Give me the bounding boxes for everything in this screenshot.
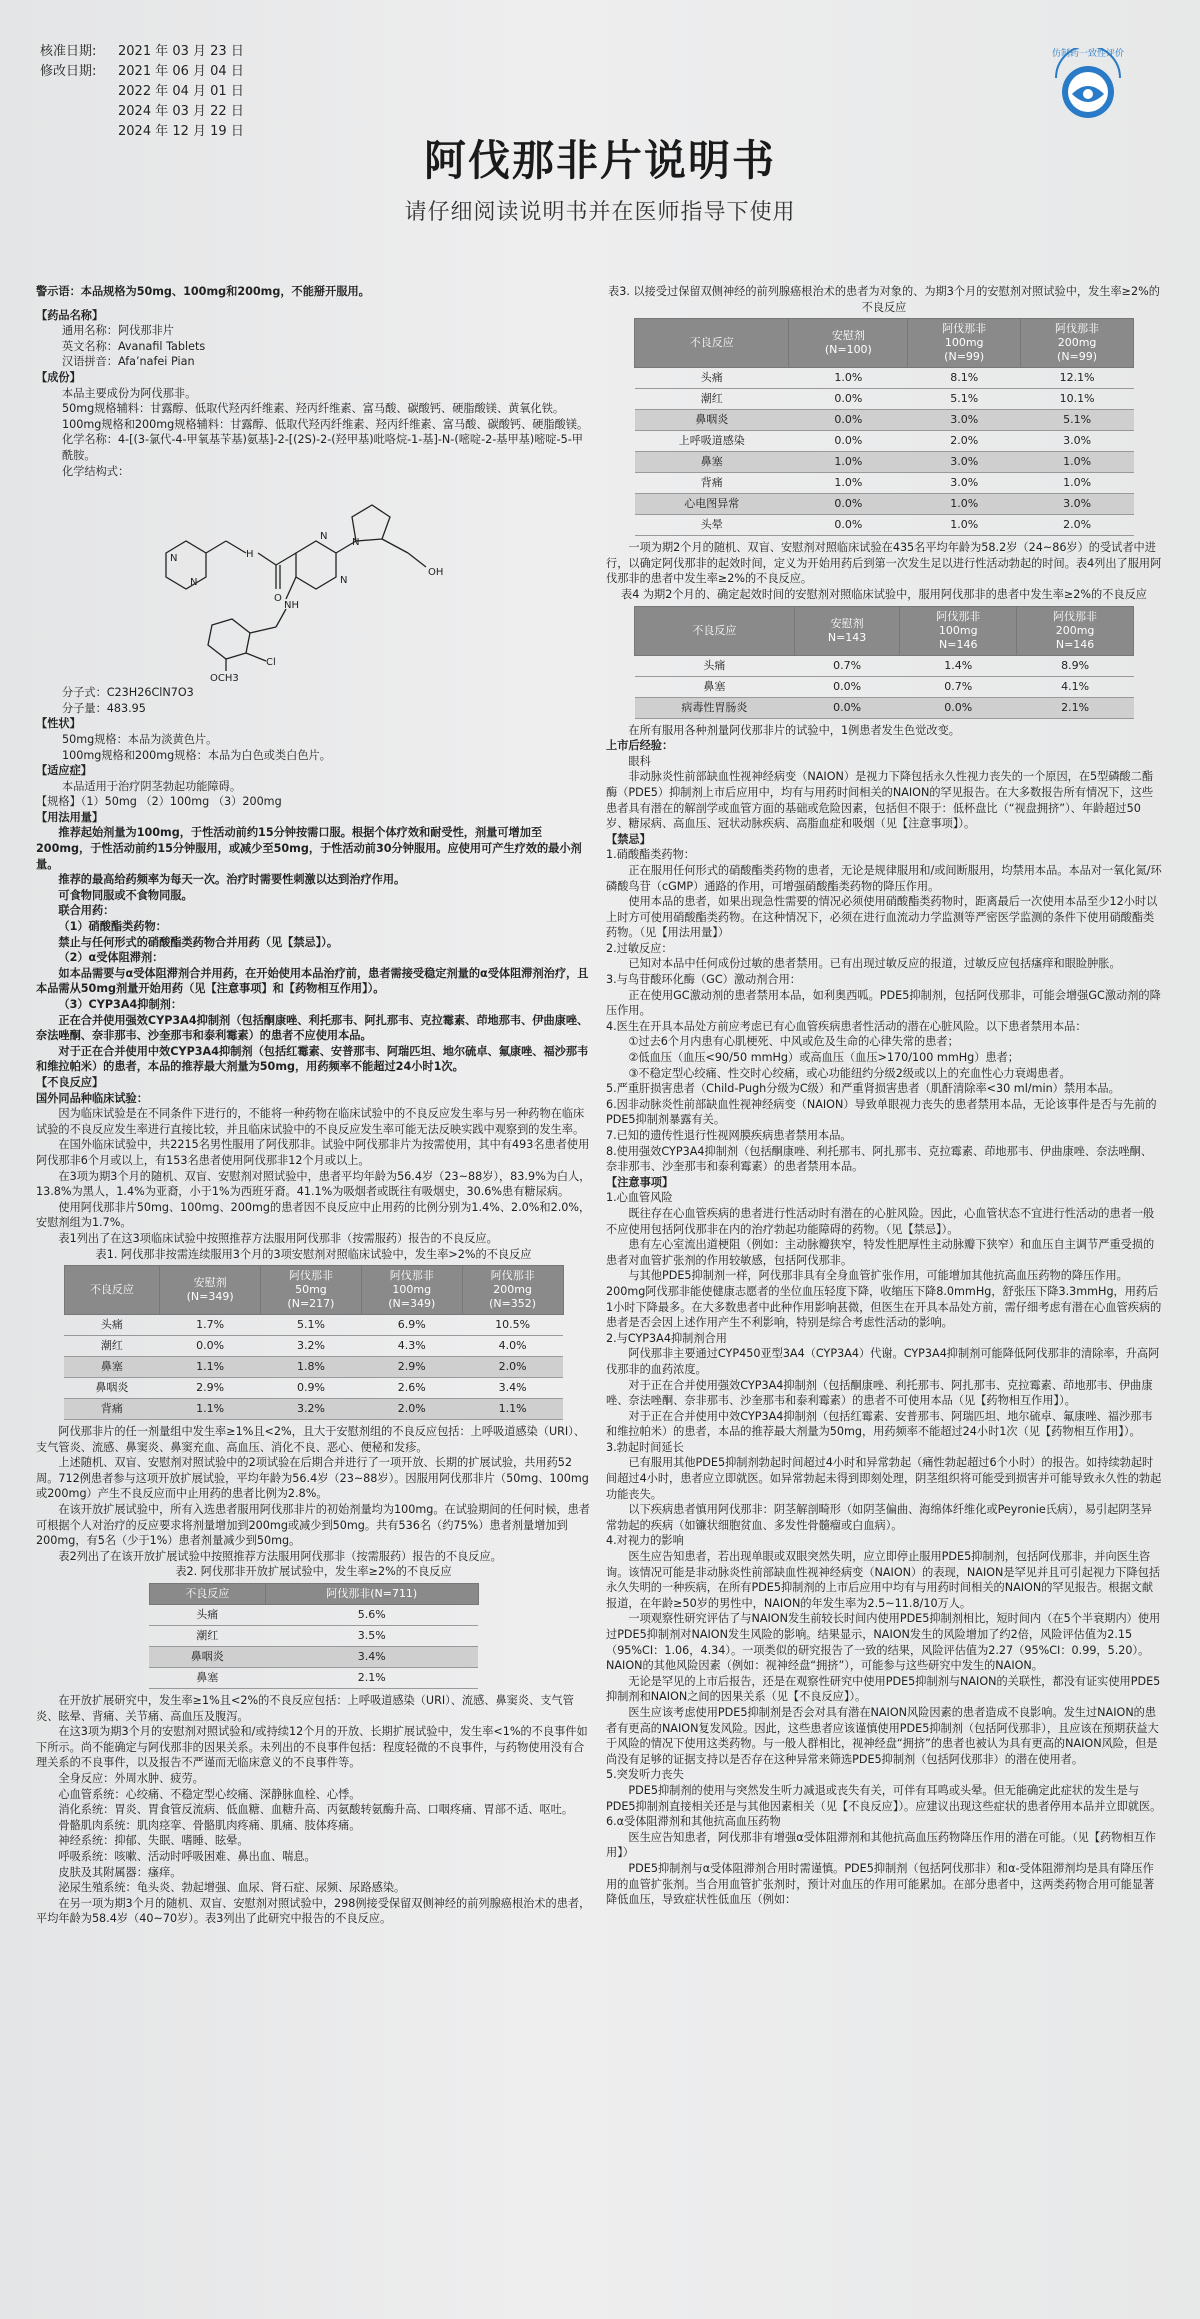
- table-cell: 1.8%: [261, 1357, 362, 1378]
- paragraph: 2.与CYP3A4抑制剂合用: [606, 1331, 727, 1345]
- paragraph: 骨骼肌肉系统：肌肉痉挛、骨骼肌肉疼痛、肌痛、肢体疼痛。: [58, 1818, 361, 1832]
- table-cell: 2.1%: [1017, 697, 1134, 718]
- table-row: [149, 1668, 478, 1689]
- paragraph: 呼吸系统：咳嗽、活动时呼吸困难、鼻出血、喘息。: [58, 1849, 316, 1863]
- table-cell: 4.0%: [462, 1336, 563, 1357]
- table-row: [149, 1605, 478, 1626]
- table-cell: 0.0%: [789, 389, 908, 410]
- paragraph: 以下疾病患者慎用阿伐那非：阴茎解剖畸形（如阴茎偏曲、海绵体纤维化或Peyronie氏病），易引起阴茎异常勃起的疾病（如镰状细胞贫血、多发性骨髓瘤或白血病）。: [606, 1503, 1152, 1532]
- paragraph: 一项观察性研究评估了与NAION发生前较长时间内使用PDE5抑制剂相比，短时间内（在5个半衰期内）使用过PDE5抑制剂对NAION发生风险的影响。结果显示，NAION发生的风险增加了约2倍，风险评估值为2.15（95%CI：1.06，4.34）。一项类似的研究报告了一致的结果，风险评估值为2.27（95%CI：0.99，5.20）。NAION的其他风险因素（例如：视神经盘“拥挤”），可能参与这些研究中发生的NAION。: [606, 1612, 1161, 1673]
- table-cell: 3.0%: [1021, 431, 1134, 452]
- paragraph: 使用本品的患者，如果出现急性需要的情况必须使用硝酸酯类药物时，距离最后一次使用本品至少12小时以上时方可使用硝酸酯类药物。在这种情况下，必须在进行血流动力学监测等严密医学监测的条件下使用硝酸酯类药物。（见【用法用量】）: [606, 895, 1158, 940]
- section-heading: 【不良反应】: [36, 1075, 104, 1089]
- table-cell: 头痛: [149, 1605, 265, 1626]
- paragraph: 全身反应：外周水肿、疲劳。: [58, 1772, 204, 1785]
- text-line: 本品主要成份为阿伐那非。: [62, 386, 197, 400]
- paragraph: 因为临床试验是在不同条件下进行的，不能将一种药物在临床试验中的不良反应发生率与另一种药物在临床试验的不良反应发生率进行直接比较，并且临床试验中的不良反应发生率可能无法反映实践中观察到的发生率。: [36, 1107, 585, 1136]
- adverse-reaction-table-3: [634, 318, 1134, 536]
- section-heading: 【适应症】: [36, 764, 92, 778]
- table-cell: 鼻咽炎: [149, 1647, 265, 1668]
- paragraph: 在国外临床试验中，共2215名男性服用了阿伐那非。试验中阿伐那非片为按需使用，其中有493名患者使用阿伐那非6个月或以上，有153名患者使用阿伐那非12个月或以上。: [36, 1138, 590, 1167]
- paragraph: （3）CYP3A4抑制剂：: [58, 998, 183, 1011]
- paragraph: 2.过敏反应：: [606, 941, 673, 955]
- paragraph: 对于正在合并使用强效CYP3A4抑制剂（包括酮康唑、利托那韦、阿扎那韦、克拉霉素、茚地那韦、伊曲康唑、奈法唑酮、奈非那韦、沙奎那韦和泰利霉素）的患者不可使用本品（见【药物相互作用】）。: [606, 1378, 1153, 1408]
- date-row: 2024 年 12 月 19 日: [118, 124, 244, 139]
- text-line: 通用名称：阿伐那非片: [62, 324, 174, 338]
- paragraph: 阿伐那非片的任一剂量组中发生率≥1%且<2%，且大于安慰剂组的不良反应包括：上呼吸道感染（URI）、支气管炎、流感、鼻窦炎、鼻窦充血、高血压、消化不良、恶心、便秘和发疹。: [36, 1425, 585, 1454]
- table-cell: 上呼吸道感染: [635, 431, 789, 452]
- paragraph: ③不稳定型心绞痛、性交时心绞痛，或心功能纽约分级2级或以上的充血性心力衰竭患者。: [628, 1066, 1071, 1080]
- table-row: [635, 473, 1134, 494]
- table-row: [149, 1626, 478, 1647]
- table-cell: 4.3%: [361, 1336, 462, 1357]
- table-cell: 0.0%: [789, 410, 908, 431]
- table-cell: 鼻塞: [635, 676, 795, 697]
- specification-line: 【规格】（1）50mg （2）100mg （3）200mg: [36, 795, 282, 809]
- table-cell: 8.1%: [908, 368, 1021, 389]
- molecular-formula: 分子式：C23H26ClN7O3: [62, 686, 194, 700]
- paragraph: 使用阿伐那非片50mg、100mg、200mg的患者因不良反应中止用药的比例分别为1.4%、2.0%和2.0%，安慰剂组为1.7%。: [36, 1200, 591, 1230]
- table-row: [635, 515, 1134, 536]
- table-cell: 0.9%: [261, 1378, 362, 1399]
- consistency-evaluation-logo: [1046, 48, 1130, 126]
- column-header: 不良反应: [635, 606, 795, 655]
- atom-label: N: [190, 577, 198, 589]
- adverse-reaction-table-2: [149, 1583, 479, 1689]
- paragraph: 在这3项为期3个月的安慰剂对照试验和/或持续12个月的开放、长期扩展试验中，发生率<1%的不良事件如下所示。尚不能确定与阿伐那非的因果关系。未列出的不良事件包括：程度轻微的不良事件，与药物使用没有合理关系的不良事件，以及报告不严谨而无临床意义的不良事件等。: [36, 1725, 588, 1770]
- table-cell: 5.1%: [908, 389, 1021, 410]
- section-heading: 【性状】: [36, 717, 81, 731]
- table-cell: 3.0%: [908, 473, 1021, 494]
- table-cell: 2.0%: [462, 1357, 563, 1378]
- text-line: 100mg规格和200mg规格辅料：甘露醇、低取代羟丙纤维素、羟丙纤维素、富马酸、碳酸钙、硬脂酸镁。: [62, 417, 589, 431]
- text-line: 本品适用于治疗阴茎勃起功能障碍。: [62, 779, 242, 793]
- paragraph: 1.心血管风险: [606, 1191, 673, 1205]
- paragraph: ②低血压（血压<90/50 mmHg）或高血压（血压>170/100 mmHg）患者；: [628, 1051, 1019, 1065]
- table-row: [635, 655, 1134, 676]
- table-cell: 0.7%: [794, 655, 899, 676]
- column-header: 安慰剂 (N=100): [789, 319, 908, 368]
- table-cell: 0.0%: [789, 431, 908, 452]
- column-header: 阿伐那非 50mg (N=217): [261, 1266, 362, 1315]
- atom-label: O: [274, 593, 282, 605]
- paragraph: 阿伐那非主要通过CYP450亚型3A4（CYP3A4）代谢。CYP3A4抑制剂可能降低阿伐那非的清除率，升高阿伐那非的血药浓度。: [606, 1347, 1160, 1376]
- paragraph: PDE5抑制剂与α受体阻滞剂合用时需谨慎。PDE5抑制剂（包括阿伐那非）和α-受体阻滞剂均是具有降压作用的血管扩张剂。当合用血管扩张剂时，预计对血压的作用可能累加。在部分患者中，这两类药物合用可能显著降低血压，导致症状性低血压（例如：: [606, 1861, 1155, 1907]
- table-cell: 1.0%: [1021, 473, 1134, 494]
- revision-dates: [40, 42, 244, 142]
- left-column: [36, 284, 591, 1927]
- paragraph: 心血管系统：心绞痛、不稳定型心绞痛、深静脉血栓、心悸。: [58, 1787, 361, 1801]
- atom-label: H: [246, 549, 254, 561]
- table-caption: 表2. 阿伐那非开放扩展试验中，发生率≥2%的不良反应: [175, 1565, 452, 1579]
- table-cell: 1.0%: [789, 473, 908, 494]
- paragraph: 可食物同服或不食物同服。: [58, 888, 193, 902]
- table-cell: 2.9%: [361, 1357, 462, 1378]
- paragraph: PDE5抑制剂的使用与突然发生听力减退或丧失有关，可伴有耳鸣或头晕。但无能确定此症状的发生是与PDE5抑制剂直接相关还是与其他因素相关（见【不良反应】）。应建议出现这些症状的患者停用本品并立即就医。: [606, 1783, 1162, 1813]
- section-heading: 【注意事项】: [606, 1175, 674, 1189]
- paragraph: 正在合并使用强效CYP3A4抑制剂（包括酮康唑、利托那韦、阿扎那韦、克拉霉素、茚地那韦、伊曲康唑、奈法唑酮、奈非那韦、沙奎那韦和泰利霉素）的患者不应使用本品。: [36, 1013, 589, 1043]
- table-cell: 2.0%: [361, 1399, 462, 1420]
- text-line: 英文名称：Avanafil Tablets: [62, 339, 206, 353]
- subheading: 国外同品种临床试验：: [36, 1091, 148, 1105]
- paragraph: 在3项为期3个月的随机、双盲、安慰剂对照试验中，患者平均年龄为56.4岁（23~88岁），83.9%为白人，13.8%为黑人，1.4%为亚裔，小于1%为西班牙裔。41.1%为吸烟者或既往有吸烟史，30.6%患有糖尿病。: [36, 1169, 591, 1199]
- table-cell: 1.7%: [160, 1315, 261, 1336]
- paragraph: 正在服用任何形式的硝酸酯类药物的患者，无论是规律服用和/或间断服用，均禁用本品。本品对一氧化氮/环磷酸鸟苷（cGMP）通路的作用，可增强硝酸酯类药物的降压作用。: [606, 863, 1162, 893]
- table-row: [149, 1647, 478, 1668]
- column-header: 阿伐那非 100mg N=146: [900, 606, 1017, 655]
- logo-emblem-icon: [1046, 48, 1130, 126]
- table-cell: 2.9%: [160, 1378, 261, 1399]
- paragraph: 患有左心室流出道梗阻（例如：主动脉瓣狭窄，特发性肥厚性主动脉瓣下狭窄）和血压自主调节严重受损的患者对血管扩张剂的作用较敏感，包括阿伐那非。: [606, 1238, 1155, 1267]
- date-row: 2024 年 03 月 22 日: [118, 104, 244, 119]
- paragraph: 3.勃起时间延长: [606, 1440, 684, 1454]
- paragraph: 禁止与任何形式的硝酸酯类药物合并用药（见【禁忌】）。: [58, 935, 339, 949]
- chemical-structure: [36, 483, 591, 683]
- paragraph: 在所有服用各种剂量阿伐那非片的试验中，1例患者发生色觉改变。: [628, 723, 960, 737]
- paragraph: 无论是罕见的上市后报告，还是在观察性研究中使用PDE5抑制剂与NAION的关联性，都没有证实使用PDE5抑制剂和NAION之间的因果关系（见【不良反应】）。: [606, 1674, 1161, 1704]
- paragraph: 联合用药：: [58, 904, 115, 918]
- column-header: 阿伐那非 200mg N=146: [1017, 606, 1134, 655]
- table-cell: 3.0%: [908, 410, 1021, 431]
- table-cell: 12.1%: [1021, 368, 1134, 389]
- table-cell: 1.1%: [462, 1399, 563, 1420]
- paragraph: 表2列出了在该开放扩展试验中按照推荐方法服用阿伐那非（按需服药）报告的不良反应。: [58, 1549, 502, 1563]
- logo-text: 仿制药一致性评价: [1051, 49, 1124, 59]
- table-row: [64, 1399, 563, 1420]
- table-cell: 1.1%: [160, 1399, 261, 1420]
- paragraph: 眼科: [628, 754, 651, 768]
- structure-diagram: [146, 483, 466, 683]
- table-row: [64, 1357, 563, 1378]
- table-cell: 8.9%: [1017, 655, 1134, 676]
- document-title: 阿伐那非片说明书: [423, 136, 776, 185]
- table-cell: 0.0%: [789, 515, 908, 536]
- paragraph: 推荐的最高给药频率为每天一次。治疗时需要性刺激以达到治疗作用。: [58, 873, 406, 887]
- table-cell: 2.0%: [1021, 515, 1134, 536]
- column-header: 不良反应: [64, 1266, 160, 1315]
- atom-label: N: [352, 537, 360, 549]
- paragraph: （2）α受体阻滞剂：: [58, 951, 164, 965]
- atom-label: OH: [428, 567, 444, 579]
- column-header: 阿伐那非 200mg (N=352): [462, 1266, 563, 1315]
- table-cell: 2.6%: [361, 1378, 462, 1399]
- paragraph: 8.使用强效CYP3A4抑制剂（包括酮康唑、利托那韦、阿扎那韦、克拉霉素、茚地那韦、伊曲康唑、奈法唑酮、奈非那韦、沙奎那韦和泰利霉素）的患者禁用本品。: [606, 1144, 1153, 1174]
- section-heading: 【用法用量】: [36, 810, 104, 824]
- paragraph: 对于正在合并使用中效CYP3A4抑制剂（包括红霉素、安普那韦、阿瑞匹坦、地尔硫卓、氟康唑、福沙那韦和维拉帕米）的患者，本品的推荐最大剂量为50mg，用药频率不能超过24小时1次。: [36, 1044, 589, 1074]
- table-row: [635, 431, 1134, 452]
- table-cell: 病毒性胃肠炎: [635, 697, 795, 718]
- paragraph: 与其他PDE5抑制剂一样，阿伐那非具有全身血管扩张作用，可能增加其他抗高血压药物的降压作用。200mg阿伐那非能使健康志愿者的坐位血压轻度下降，收缩压下降8.0mmHg，舒张压下降3.3mmHg，用药后1小时下降最多。在大多数患者中此种作用影响甚微，但医生在开具本品处方前，需仔细考虑有潜在心血管疾病的患者是否会因上述作用产生不利影响，特别是综合考虑性活动的影响。: [606, 1269, 1162, 1330]
- date-row: 修改日期: 2021 年 06 月 04 日: [40, 64, 244, 79]
- section-heading: 【成份】: [36, 370, 81, 384]
- paragraph: 在另一项为期3个月的随机、双盲、安慰剂对照试验中，298例接受保留双侧神经的前列腺癌根治术的患者，平均年龄为58.4岁（40~70岁）。表3列出了此研究中报告的不良反应。: [36, 1896, 591, 1926]
- table-caption: 表3. 以接受过保留双侧神经的前列腺癌根治术的患者为对象的、为期3个月的安慰剂对照试验中，发生率≥2%的不良反应: [608, 285, 1160, 314]
- table-row: [64, 1378, 563, 1399]
- atom-label: Cl: [266, 657, 276, 669]
- table-cell: 鼻塞: [64, 1357, 160, 1378]
- table-row: [64, 1336, 563, 1357]
- table-row: [635, 494, 1134, 515]
- paragraph: 一项为期2个月的随机、双盲、安慰剂对照临床试验在435名平均年龄为58.2岁（24~86岁）的受试者中进行，以确定阿伐那非的起效时间，定义为开始用药后到第一次发生足以进行性活动勃起的时间。表4列出了服用阿伐那非的患者中发生率≥2%的不良反应。: [606, 541, 1162, 586]
- table-cell: 背痛: [64, 1399, 160, 1420]
- table-cell: 6.9%: [361, 1315, 462, 1336]
- table-cell: 3.2%: [261, 1336, 362, 1357]
- column-header: 阿伐那非(N=711): [265, 1584, 478, 1605]
- paragraph: 对于正在合并使用中效CYP3A4抑制剂（包括红霉素、安普那韦、阿瑞匹坦、地尔硫卓、氟康唑、福沙那韦和维拉帕米）的患者，本品的推荐最大剂量为50mg，用药频率不能超过24小时1次（见【药物相互作用】）。: [606, 1409, 1153, 1439]
- table-cell: 5.6%: [265, 1605, 478, 1626]
- table-row: [635, 410, 1134, 431]
- paragraph: 泌尿生殖系统：龟头炎、勃起增强、血尿、肾石症、尿频、尿路感染。: [58, 1881, 406, 1895]
- paragraph: 6.因非动脉炎性前部缺血性视神经病变（NAION）导致单眼视力丧失的患者禁用本品，无论该事件是否与先前的PDE5抑制剂暴露有关。: [606, 1097, 1157, 1127]
- table-row: [635, 389, 1134, 410]
- text-line: 50mg规格辅料：甘露醇、低取代羟丙纤维素、羟丙纤维素、富马酸、碳酸钙、硬脂酸镁、黄氧化铁。: [62, 402, 565, 416]
- document-subtitle: 请仔细阅读说明书并在医师指导下使用: [404, 200, 796, 225]
- paragraph: 在该开放扩展试验中，所有入选患者服用阿伐那非片的初始剂量均为100mg。在试验期间的任何时候，患者可根据个人对治疗的反应要求将剂量增加到200mg或减少到50mg。共有536名（约75%）患者剂量增加到200mg，有5名（少于1%）患者剂量减少到50mg。: [36, 1503, 590, 1548]
- table-cell: 1.4%: [900, 655, 1017, 676]
- table-caption: 表4 为期2个月的、确定起效时间的安慰剂对照临床试验中，服用阿伐那非的患者中发生率≥2%的不良反应: [621, 587, 1147, 601]
- atom-label: OCH3: [210, 673, 239, 684]
- paragraph: 如本品需要与α受体阻滞剂合并用药，在开始使用本品治疗前，患者需接受稳定剂量的α受体阻滞剂治疗，且本品需从50mg剂量开始用药（见【注意事项】和【药物相互作用】）。: [36, 966, 589, 996]
- date-row: 2022 年 04 月 01 日: [118, 84, 244, 99]
- table-cell: 1.0%: [1021, 452, 1134, 473]
- table-cell: 1.1%: [160, 1357, 261, 1378]
- text-line: 化学名称：4-[(3-氯代-4-甲氧基苄基)氨基]-2-[(2S)-2-(羟甲基)吡咯烷-1-基]-N-(嘧啶-2-基甲基)嘧啶-5-甲酰胺。: [62, 433, 583, 462]
- paragraph: 皮肤及其附属器：瘙痒。: [58, 1865, 182, 1879]
- table-cell: 1.0%: [908, 494, 1021, 515]
- table-cell: 10.1%: [1021, 389, 1134, 410]
- subheading: 上市后经验：: [606, 739, 674, 753]
- paragraph: （1）硝酸酯类药物：: [58, 920, 167, 934]
- table-cell: 1.0%: [789, 368, 908, 389]
- table-cell: 1.0%: [908, 515, 1021, 536]
- table-cell: 鼻咽炎: [635, 410, 789, 431]
- table-cell: 5.1%: [1021, 410, 1134, 431]
- paragraph: 已有服用其他PDE5抑制剂勃起时间超过4小时和异常勃起（痛性勃起超过6个小时）的报告。如持续勃起时间超过4小时，患者应立即就医。如异常勃起未得到即刻处理，阴茎组织将可能受到损害并可能导致永久性的勃起功能丧失。: [606, 1456, 1162, 1501]
- text-line: 汉语拼音：Afa’nafei Pian: [62, 355, 195, 369]
- adverse-reaction-table-4: [634, 606, 1134, 719]
- table-cell: 1.0%: [789, 452, 908, 473]
- table-cell: 2.0%: [908, 431, 1021, 452]
- table-cell: 3.0%: [908, 452, 1021, 473]
- molecular-weight: 分子量：483.95: [62, 701, 146, 715]
- paragraph: 推荐起始剂量为100mg，于性活动前约15分钟按需口服。根据个体疗效和耐受性，剂量可增加至200mg，于性活动前约15分钟服用，或减少至50mg，于性活动前30分钟服用。应使用可产生疗效的最小剂量。: [36, 826, 582, 871]
- paragraph: 在开放扩展研究中，发生率≥1%且<2%的不良反应包括：上呼吸道感染（URI）、流感、鼻窦炎、支气管炎、眩晕、背痛、关节痛、高血压及腹泻。: [36, 1694, 574, 1723]
- table-cell: 鼻塞: [149, 1668, 265, 1689]
- paragraph: 7.已知的遗传性退行性视网膜疾病患者禁用本品。: [606, 1129, 852, 1142]
- table-cell: 0.0%: [794, 676, 899, 697]
- table-cell: 3.4%: [462, 1378, 563, 1399]
- column-header: 安慰剂 (N=349): [160, 1266, 261, 1315]
- table-cell: 3.5%: [265, 1626, 478, 1647]
- table-cell: 0.7%: [900, 676, 1017, 697]
- paragraph: 医生应告知患者，若出现单眼或双眼突然失明，应立即停止服用PDE5抑制剂，包括阿伐那非，并向医生咨询。该情况可能是非动脉炎性前部缺血性视神经病变（NAION）的表现，NAION是罕见并且可引起视力下降包括永久失明的一种疾病，在所有PDE5抑制剂的上市后应用中均有与用药时间相关的NAION的罕见报告。根据文献报道，在年龄≥50岁的男性中，NAION的年发生率为2.5~11.8/10万人。: [606, 1550, 1161, 1610]
- paragraph: 3.与鸟苷酸环化酶（GC）激动剂合用：: [606, 973, 801, 987]
- table-cell: 0.0%: [900, 697, 1017, 718]
- paragraph: 神经系统：抑郁、失眠、嗜睡、眩晕。: [58, 1834, 249, 1848]
- table-cell: 头痛: [635, 368, 789, 389]
- table-cell: 鼻塞: [635, 452, 789, 473]
- table-cell: 3.0%: [1021, 494, 1134, 515]
- atom-label: N: [170, 553, 178, 565]
- table-caption: 表1. 阿伐那非按需连续服用3个月的3项安慰剂对照临床试验中，发生率>2%的不良反应: [95, 1247, 532, 1261]
- text-line: 100mg规格和200mg规格：本品为白色或类白色片。: [62, 748, 331, 762]
- atom-label: N: [340, 575, 348, 587]
- table-cell: 2.1%: [265, 1668, 478, 1689]
- table-cell: 4.1%: [1017, 676, 1134, 697]
- table-cell: 潮红: [149, 1626, 265, 1647]
- paragraph: 消化系统：胃炎、胃食管反流病、低血糖、血糖升高、丙氨酸转氨酶升高、口咽疼痛、胃部不适、呕吐。: [58, 1803, 574, 1817]
- warning-text: 警示语：本品规格为50mg、100mg和200mg，不能掰开服用。: [36, 285, 370, 298]
- paragraph: 正在使用GC激动剂的患者禁用本品，如利奥西呱。PDE5抑制剂，包括阿伐那非，可能会增强GC激动剂的降压作用。: [606, 988, 1161, 1018]
- date-row: 核准日期: 2021 年 03 月 23 日: [40, 44, 244, 59]
- table-cell: 0.0%: [789, 494, 908, 515]
- paragraph: 既往存在心血管疾病的患者进行性活动时有潜在的心脏风险。因此，心血管状态不宜进行性活动的患者一般不应使用包括阿伐那非在内的治疗勃起功能障碍的药物。（见【禁忌】）。: [606, 1206, 1155, 1236]
- table-cell: 3.2%: [261, 1399, 362, 1420]
- table-cell: 潮红: [64, 1336, 160, 1357]
- table-cell: 头痛: [635, 655, 795, 676]
- table-row: [635, 368, 1134, 389]
- table-cell: 头晕: [635, 515, 789, 536]
- paragraph: 5.突发听力丧失: [606, 1768, 684, 1782]
- right-column: [606, 284, 1162, 1908]
- atom-label: NH: [284, 600, 299, 612]
- text-line: 化学结构式：: [62, 464, 130, 478]
- table-cell: 心电图异常: [635, 494, 789, 515]
- table-row: [635, 452, 1134, 473]
- column-header: 安慰剂 N=143: [794, 606, 899, 655]
- paragraph: 医生应该考虑使用PDE5抑制剂是否会对具有潜在NAION风险因素的患者造成不良影响。发生过NAION的患者有更高的NAION复发风险。因此，这些患者应该谨慎使用PDE5抑制剂（包括阿伐那非），且应该在预期获益大于风险的情况下使用这类药物。与一般人群相比，视神经盘“拥挤”的患者也被认为具有更高的NAION风险，但是尚没有足够的证据支持以是否存在这种异常来筛选PDE5抑制剂（包括阿伐那非）的潜在使用者。: [606, 1705, 1159, 1766]
- table-cell: 3.4%: [265, 1647, 478, 1668]
- paragraph: 1.硝酸酯类药物：: [606, 848, 695, 862]
- paragraph: 医生应告知患者，阿伐那非有增强α受体阻滞剂和其他抗高血压药物降压作用的潜在可能。（见【药物相互作用】）: [606, 1830, 1156, 1860]
- paragraph: 4.医生在开具本品处方前应考虑已有心血管疾病患者性活动的潜在心脏风险。以下患者禁用本品：: [606, 1019, 1087, 1033]
- paragraph: 已知对本品中任何成份过敏的患者禁用。已有出现过敏反应的报道，过敏反应包括瘙痒和眼睑肿胀。: [628, 957, 1121, 971]
- column-header: 阿伐那非 100mg (N=99): [908, 319, 1021, 368]
- column-header: 阿伐那非 100mg (N=349): [361, 1266, 462, 1315]
- table-row: [64, 1315, 563, 1336]
- column-header: 不良反应: [149, 1584, 265, 1605]
- table-cell: 5.1%: [261, 1315, 362, 1336]
- paragraph: 表1列出了在这3项临床试验中按照推荐方法服用阿伐那非（按需服药）报告的不良反应。: [58, 1231, 498, 1245]
- text-line: 50mg规格：本品为淡黄色片。: [62, 732, 218, 746]
- table-cell: 潮红: [635, 389, 789, 410]
- table-cell: 背痛: [635, 473, 789, 494]
- table-row: [635, 676, 1134, 697]
- table-cell: 0.0%: [160, 1336, 261, 1357]
- section-heading: 【药品名称】: [36, 308, 104, 322]
- paragraph: 非动脉炎性前部缺血性视神经病变（NAION）是视力下降包括永久性视力丧失的一个原因，在5型磷酸二酯酶（PDE5）抑制剂上市后应用中，均有与用药时间相关的NAION的罕见报告。在大多数报告所有情况下，这些患者具有潜在的解剖学或血管方面的基础或危险因素，包括但不限于：低杯盘比（“视盘拥挤”）、年龄超过50岁、糖尿病、高血压、冠状动脉疾病、高脂血症和吸烟（见【注意事项】）。: [606, 770, 1154, 831]
- column-header: 阿伐那非 200mg (N=99): [1021, 319, 1134, 368]
- column-header: 不良反应: [635, 319, 789, 368]
- paragraph: 6.α受体阻滞剂和其他抗高血压药物: [606, 1815, 781, 1829]
- section-heading: 【禁忌】: [606, 832, 651, 846]
- table-cell: 10.5%: [462, 1315, 563, 1336]
- table-cell: 0.0%: [794, 697, 899, 718]
- table-cell: 头痛: [64, 1315, 160, 1336]
- table-row: [635, 697, 1134, 718]
- table-cell: 鼻咽炎: [64, 1378, 160, 1399]
- paragraph: 4.对视力的影响: [606, 1534, 684, 1548]
- adverse-reaction-table-1: [64, 1265, 564, 1420]
- atom-label: N: [320, 531, 328, 543]
- paragraph: ①过去6个月内患有心肌梗死、中风或危及生命的心律失常的患者；: [628, 1035, 959, 1049]
- paragraph: 5.严重肝损害患者（Child-Pugh分级为C级）和严重肾损害患者（肌酐清除率<30 ml/min）禁用本品。: [606, 1082, 1120, 1096]
- paragraph: 上述随机、双盲、安慰剂对照试验中的2项试验在后期合并进行了一项开放、长期的扩展试验，共用药52周。712例患者参与这项开放扩展试验，平均年龄为56.4岁（23~88岁）。因服用阿伐那非片（50mg、100mg或200mg）产生不良反应而中止用药的患者比例为2.8%。: [36, 1456, 589, 1501]
